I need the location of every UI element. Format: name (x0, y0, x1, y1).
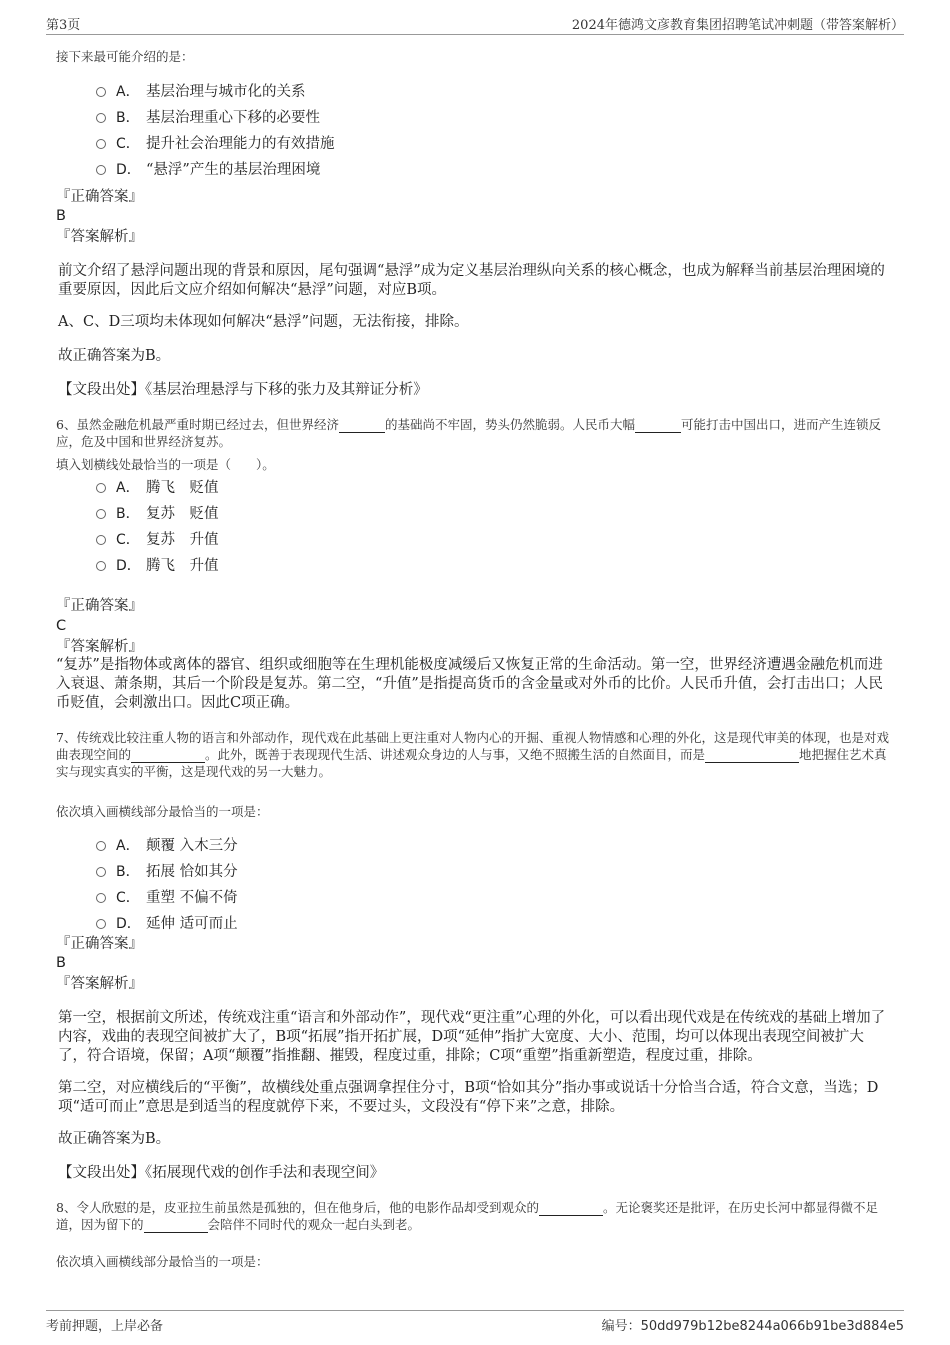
radio-icon[interactable] (96, 139, 106, 149)
q5-option-a[interactable]: A． 基层治理与城市化的关系 (96, 82, 306, 102)
q7-option-a[interactable]: A． 颠覆 入木三分 (96, 836, 238, 856)
q7-source: 【文段出处】《拓展现代戏的创作手法和表现空间》 (58, 1165, 385, 1181)
q6-answer-label: 『正确答案』 (56, 598, 143, 614)
radio-icon[interactable] (96, 509, 106, 519)
fill-blank (144, 1218, 208, 1233)
footer-slogan: 考前押题，上岸必备 (46, 1319, 164, 1334)
q5-analysis-paragraph: A、C、D三项均未体现如何解决“悬浮”问题，无法衔接，排除。 (58, 314, 469, 330)
q7-analysis-paragraph: 第二空，对应横线后的“平衡”，故横线处重点强调拿捏住分寸，B项“恰如其分”指办事或说话十分恰当合适，符合文意，当选；D项“适可而止”意思是到适当的程度就停下来，不要过头，文段没有“停下来”之意，排除。 (58, 1080, 879, 1115)
q7-option-d[interactable]: D． 延伸 适可而止 (96, 914, 238, 934)
q6-option-b[interactable]: B． 复苏 贬值 (96, 504, 219, 524)
radio-icon[interactable] (96, 483, 106, 493)
q7-answer-label: 『正确答案』 (56, 936, 143, 952)
q6-analysis-label: 『答案解析』 (56, 639, 143, 655)
q6-prompt: 填入划横线处最恰当的一项是（ ）。 (56, 457, 275, 472)
q7-prompt: 依次填入画横线部分最恰当的一项是： (56, 804, 269, 819)
page-header (46, 12, 904, 35)
q5-source: 【文段出处】《基层治理悬浮与下移的张力及其辩证分析》 (58, 382, 428, 398)
q7-option-c[interactable]: C． 重塑 不偏不倚 (96, 888, 238, 908)
q7-conclusion: 故正确答案为B。 (58, 1131, 171, 1147)
fill-blank (705, 748, 799, 763)
q5-option-d[interactable]: D． “悬浮”产生的基层治理困境 (96, 160, 320, 180)
q7-analysis-label: 『答案解析』 (56, 976, 143, 992)
radio-icon[interactable] (96, 165, 106, 175)
q5-answer: B (56, 208, 66, 224)
fill-blank (635, 418, 681, 433)
q6-option-d[interactable]: D． 腾飞 升值 (96, 556, 219, 576)
radio-icon[interactable] (96, 561, 106, 571)
q5-option-c[interactable]: C． 提升社会治理能力的有效措施 (96, 134, 335, 154)
radio-icon[interactable] (96, 535, 106, 545)
document-title: 2024年德鸿文彦教育集团招聘笔试冲刺题（带答案解析） (571, 18, 904, 33)
q6-analysis: “复苏”是指物体或离体的器官、组织或细胞等在生理机能极度减缓后又恢复正常的生命活动。第一空，世界经济遭遇金融危机而进入衰退、萧条期，其后一个阶段是复苏。第二空，“升值”是指提高货币的含金量或对外币的比价。人民币升值，会打击出口；人民币贬值，会刺激出口。因此C项正确。 (56, 657, 883, 711)
fill-blank (131, 748, 205, 763)
radio-icon[interactable] (96, 867, 106, 877)
q7-analysis-paragraph: 第一空，根据前文所述，传统戏注重“语言和外部动作”，现代戏“更注重”心理的外化，可以看出现代戏是在传统戏的基础上增加了内容，戏曲的表现空间被扩大了，B项“拓展”指开拓扩展，D项“延伸”指扩大宽度、大小、范围，均可以体现出表现空间被扩大了，符合语境，保留；A项“颠覆”指推翻、摧毁，程度过重，排除；C项“重塑”指重新塑造，程度过重，排除。 (58, 1010, 886, 1064)
page-footer (46, 1310, 904, 1339)
radio-icon[interactable] (96, 919, 106, 929)
q5-conclusion: 故正确答案为B。 (58, 348, 171, 364)
q5-analysis-paragraph: 前文介绍了悬浮问题出现的背景和原因，尾句强调“悬浮”成为定义基层治理纵向关系的核心概念，也成为解释当前基层治理困境的重要原因，因此后文应介绍如何解决“悬浮”问题，对应B项。 (58, 263, 885, 298)
q6-stem: 6、虽然金融危机最严重时期已经过去，但世界经济 的基础尚不牢固，势头仍然脆弱。人民币大幅 可能打击中国出口，进而产生连锁反应，危及中国和世界经济复苏。 (56, 417, 881, 449)
document-code: 编号：50dd979b12be8244a066b91be3d884e5 (601, 1319, 904, 1334)
radio-icon[interactable] (96, 113, 106, 123)
fill-blank (539, 1201, 603, 1216)
q6-option-a[interactable]: A． 腾飞 贬值 (96, 478, 219, 498)
radio-icon[interactable] (96, 893, 106, 903)
q6-answer: C (56, 618, 67, 634)
q7-answer: B (56, 955, 66, 971)
q8-prompt: 依次填入画横线部分最恰当的一项是： (56, 1254, 269, 1269)
q5-answer-label: 『正确答案』 (56, 189, 143, 205)
q5-analysis-label: 『答案解析』 (56, 229, 143, 245)
page-number: 第3页 (46, 18, 81, 33)
q7-option-b[interactable]: B． 拓展 恰如其分 (96, 862, 238, 882)
q5-prompt: 接下来最可能介绍的是： (56, 49, 194, 64)
fill-blank (339, 418, 385, 433)
radio-icon[interactable] (96, 841, 106, 851)
q6-option-c[interactable]: C． 复苏 升值 (96, 530, 219, 550)
radio-icon[interactable] (96, 87, 106, 97)
q7-stem: 7、传统戏比较注重人物的语言和外部动作，现代戏在此基础上更注重对人物内心的开掘、重视人物情感和心理的外化，这是现代审美的体现，也是对戏曲表现空间的 。此外，既善于表现现代生活、讲述观众身边的人与事，又绝不照搬生活的自然面目，而是 地把握住艺术真实与现实真实的平衡，这是现代戏的另一大魅力。 (56, 730, 889, 779)
q8-stem: 8、令人欣慰的是，皮亚拉生前虽然是孤独的，但在他身后，他的电影作品却受到观众的 。无论褒奖还是批评，在历史长河中都显得微不足道，因为留下的 会陪伴不同时代的观众一起白头到老。 (56, 1200, 878, 1232)
q5-option-b[interactable]: B． 基层治理重心下移的必要性 (96, 108, 320, 128)
